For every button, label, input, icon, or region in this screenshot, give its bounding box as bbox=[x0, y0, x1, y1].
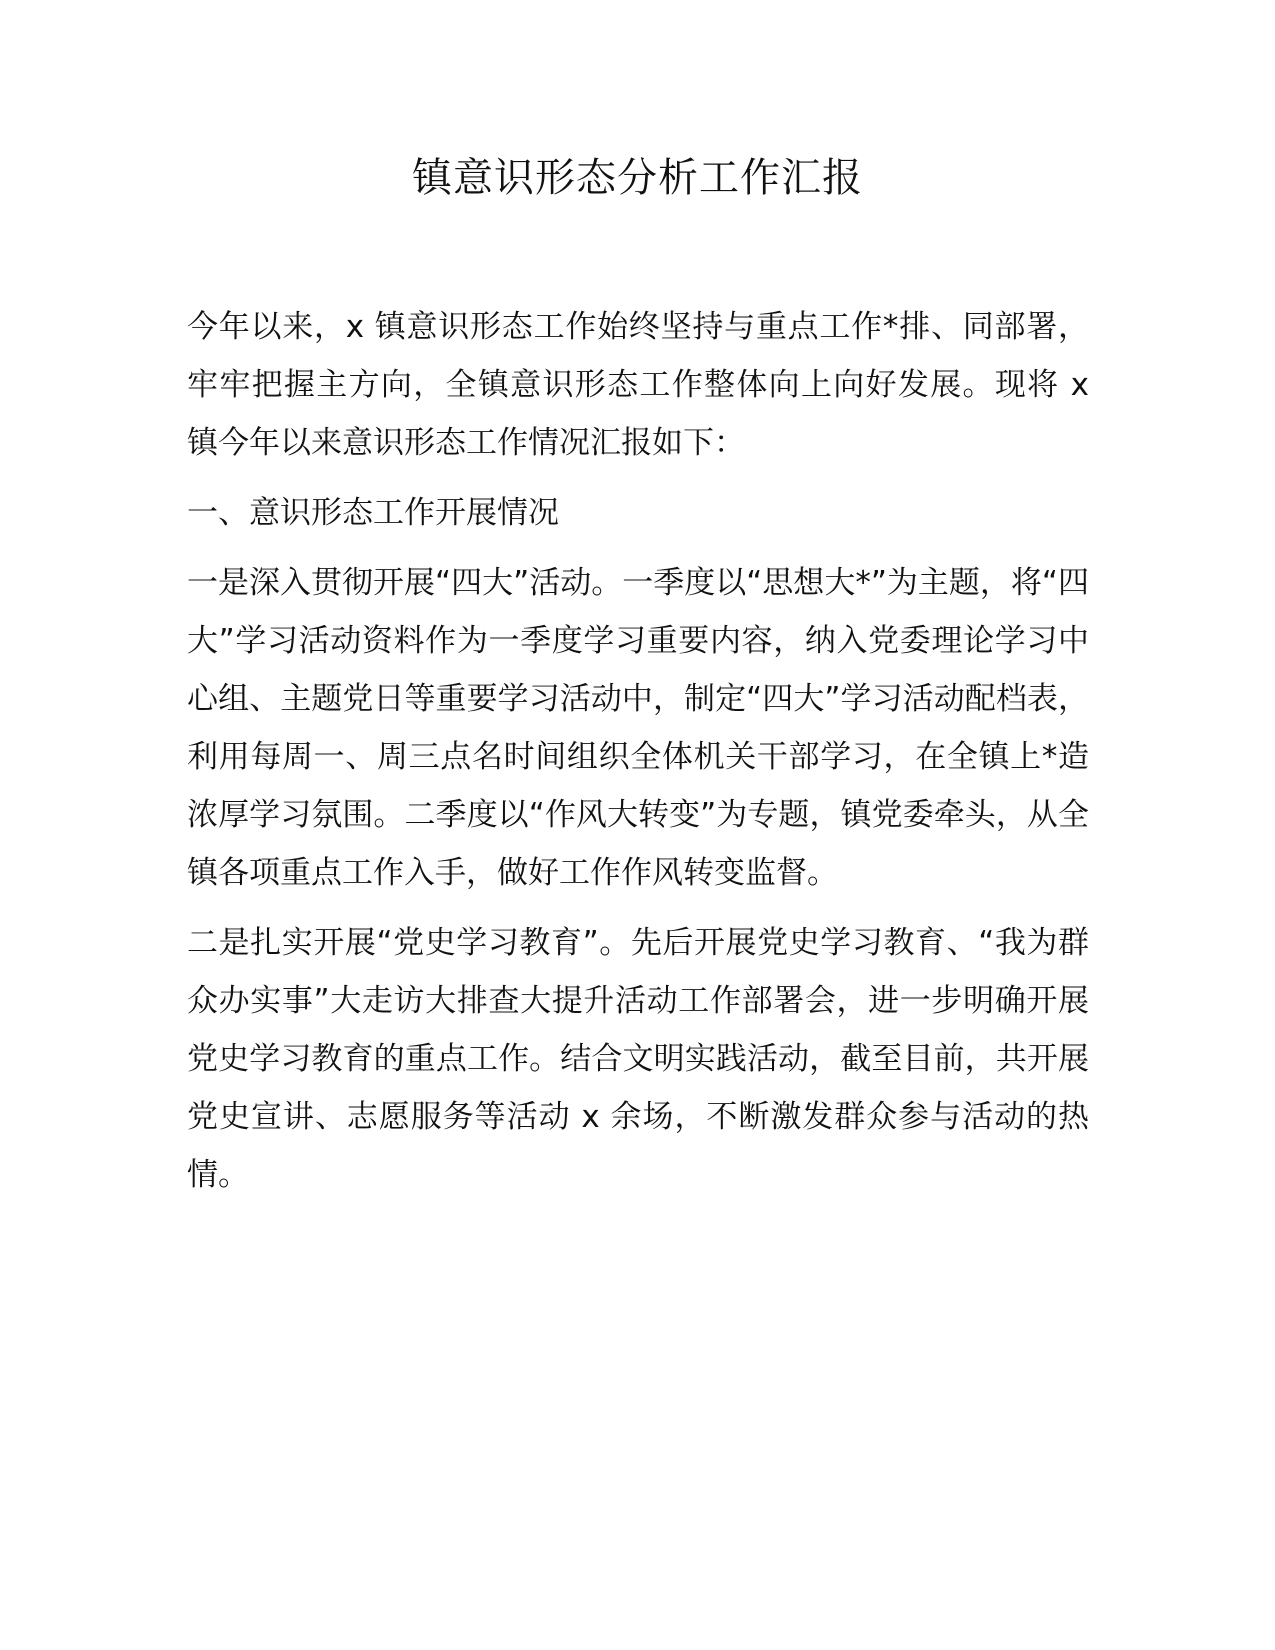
document-title: 镇意识形态分析工作汇报 bbox=[412, 155, 863, 201]
body-paragraph-2: 二是扎实开展“党史学习教育”。先后开展党史学习教育、“我为群众办实事”大走访大排查大提升活动工作部署会，进一步明确开展党史学习教育的重点工作。结合文明实践活动，截至目前，共开展党史宣讲、志愿服务等活动 x 余场，不断激发群众参与活动的热情。 bbox=[187, 925, 1089, 1193]
document-body bbox=[187, 298, 1089, 1216]
intro-paragraph: 今年以来，x 镇意识形态工作始终坚持与重点工作*排、同部署，牢牢把握主方向，全镇意识形态工作整体向上向好发展。现将 x 镇今年以来意识形态工作情况汇报如下： bbox=[187, 309, 1089, 461]
body-paragraph-1: 一是深入贯彻开展“四大”活动。一季度以“思想大*”为主题，将“四大”学习活动资料作为一季度学习重要内容，纳入党委理论学习中心组、主题党日等重要学习活动中，制定“四大”学习活动配档表，利用每周一、周三点名时间组织全体机关干部学习，在全镇上*造浓厚学习氛围。二季度以“作风大转变”为专题，镇党委牵头，从全镇各项重点工作入手，做好工作作风转变监督。 bbox=[187, 565, 1089, 891]
section-heading: 一、意识形态工作开展情况 bbox=[187, 495, 559, 531]
